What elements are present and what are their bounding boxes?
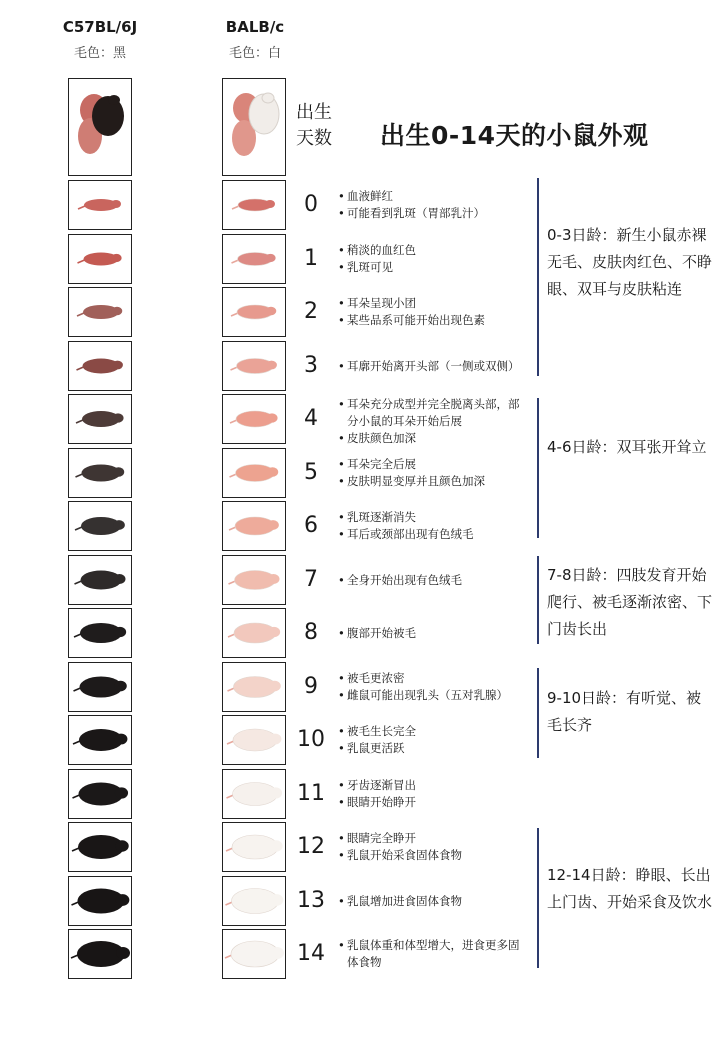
- mouse-photo-white: [222, 448, 286, 498]
- note-item: • 乳鼠体重和体型增大，进食更多固体食物: [338, 937, 528, 971]
- note-item: • 全身开始出现有色绒毛: [338, 572, 528, 589]
- day-number: 6: [304, 513, 318, 538]
- mouse-icon: [70, 289, 130, 335]
- divider-line: [537, 398, 539, 538]
- mouse-photo-white: [222, 822, 286, 872]
- mouse-icon: [224, 289, 284, 335]
- day-notes: [338, 358, 528, 375]
- mouse-icon: [70, 236, 130, 282]
- day-number: 7: [304, 567, 318, 592]
- note-item: • 乳斑可见: [338, 259, 528, 276]
- mouse-photo-white: [222, 234, 286, 284]
- day-notes: [338, 572, 528, 589]
- day-number: 12: [297, 834, 325, 859]
- mouse-photo-black: [68, 715, 132, 765]
- mouse-photo-white: [222, 608, 286, 658]
- mouse-icon: [224, 610, 284, 656]
- summary-0-3: 0-3日龄：新生小鼠赤裸无毛、皮肤肉红色、不睁眼、双耳与皮肤粘连: [547, 226, 713, 298]
- mouse-photo-black: [68, 394, 132, 444]
- mouse-icon: [70, 931, 130, 977]
- mouse-icon: [70, 450, 130, 496]
- note-item: • 眼睛开始睁开: [338, 794, 528, 811]
- note-item: • 乳斑逐渐消失: [338, 509, 528, 526]
- mouse-icon: [70, 396, 130, 442]
- mouse-photo-white: [222, 287, 286, 337]
- note-item: • 耳后或颈部出现有色绒毛: [338, 526, 528, 543]
- day-notes: [338, 670, 528, 704]
- mouse-photo-white: [222, 769, 286, 819]
- page-title: 出生0-14天的小鼠外观: [380, 121, 649, 150]
- note-item: • 耳朵完全后展: [338, 456, 528, 473]
- note-item: • 血液鲜红: [338, 188, 528, 205]
- note-item: • 耳廓开始离开头部（一侧或双侧）: [338, 358, 528, 375]
- day-notes: [338, 295, 528, 329]
- note-item: • 被毛生长完全: [338, 723, 528, 740]
- mouse-icon: [70, 182, 130, 228]
- mouse-icon: [70, 824, 130, 870]
- mouse-icon: [224, 236, 284, 282]
- mouse-icon: [224, 557, 284, 603]
- note-item: • 牙齿逐渐冒出: [338, 777, 528, 794]
- day-number: 8: [304, 620, 318, 645]
- note-item: • 皮肤颜色加深: [338, 430, 528, 447]
- mouse-photo-white: [222, 929, 286, 979]
- age-header-line1: 出生: [296, 102, 332, 123]
- mouse-photo-black: [68, 822, 132, 872]
- mouse-icon: [70, 503, 130, 549]
- summary-12-14: 12-14日龄：睁眼、长出上门齿、开始采食及饮水: [547, 866, 713, 911]
- mouse-photo-white: [222, 180, 286, 230]
- mouse-icon: [224, 878, 284, 924]
- strain-name-white: BALB/c: [225, 18, 285, 36]
- mouse-icon: [224, 396, 284, 442]
- day-notes: [338, 242, 528, 276]
- mouse-photo-white: [222, 876, 286, 926]
- mouse-photo-black: [68, 608, 132, 658]
- mouse-icon: [70, 557, 130, 603]
- mouse-icon: [70, 771, 130, 817]
- summary-9-10: 9-10日龄：有听觉、被毛长齐: [547, 689, 702, 734]
- day-notes: [338, 777, 528, 811]
- divider-line: [537, 828, 539, 968]
- note-item: • 乳鼠开始采食固体食物: [338, 847, 528, 864]
- day-notes: [338, 188, 528, 222]
- mouse-photo-black: [68, 501, 132, 551]
- day-number: 9: [304, 674, 318, 699]
- mouse-icon: [224, 771, 284, 817]
- day-notes: [338, 625, 528, 642]
- note-item: • 雌鼠可能出现乳头（五对乳腺）: [338, 687, 528, 704]
- age-header: [294, 100, 334, 152]
- mouse-photo-white: [222, 341, 286, 391]
- coat-color-black: 毛色：黑: [73, 46, 126, 61]
- day-number: 5: [304, 460, 318, 485]
- divider-line: [537, 178, 539, 376]
- note-item: • 可能看到乳斑（胃部乳汁）: [338, 205, 528, 222]
- mouse-photo-black: [68, 876, 132, 926]
- mouse-icon: [224, 664, 284, 710]
- day-number: 3: [304, 353, 318, 378]
- strain-name-black: C57BL/6J: [62, 18, 138, 36]
- note-item: • 稍淡的血红色: [338, 242, 528, 259]
- mouse-icon: [224, 503, 284, 549]
- mouse-icon: [224, 182, 284, 228]
- note-item: • 耳朵呈现小团: [338, 295, 528, 312]
- note-item: • 腹部开始被毛: [338, 625, 528, 642]
- mouse-icon: [70, 343, 130, 389]
- mouse-icon: [70, 664, 130, 710]
- day-notes: [338, 893, 528, 910]
- mouse-icon: [70, 717, 130, 763]
- note-item: • 耳朵充分成型并完全脱离头部，部分小鼠的耳朵开始后展: [338, 396, 528, 430]
- day-notes: [338, 723, 528, 757]
- mouse-icon: [224, 450, 284, 496]
- mouse-photo-white: [222, 501, 286, 551]
- summary-7-8: 7-8日龄：四肢发育开始爬行、被毛逐渐浓密、下门齿长出: [547, 566, 713, 638]
- mouse-photo-black: [68, 287, 132, 337]
- day-number: 1: [304, 246, 318, 271]
- day-notes: [338, 396, 528, 447]
- mouse-icon: [224, 343, 284, 389]
- note-item: • 某些品系可能开始出现色素: [338, 312, 528, 329]
- note-item: • 被毛更浓密: [338, 670, 528, 687]
- mouse-icon: [70, 610, 130, 656]
- litter-photo-black: [68, 78, 132, 176]
- mouse-photo-black: [68, 662, 132, 712]
- age-header-line2: 天数: [296, 128, 332, 149]
- day-number: 2: [304, 299, 318, 324]
- day-notes: [338, 830, 528, 864]
- note-item: • 眼睛完全睁开: [338, 830, 528, 847]
- mouse-photo-black: [68, 180, 132, 230]
- mouse-icon: [224, 931, 284, 977]
- divider-line: [537, 668, 539, 758]
- mouse-photo-white: [222, 555, 286, 605]
- mouse-icon: [224, 717, 284, 763]
- day-number: 0: [304, 192, 318, 217]
- mouse-photo-black: [68, 929, 132, 979]
- mouse-photo-white: [222, 715, 286, 765]
- mouse-photo-black: [68, 448, 132, 498]
- day-notes: [338, 509, 528, 543]
- summary-4-6: 4-6日龄：双耳张开耸立: [547, 438, 707, 456]
- mouse-icon: [224, 824, 284, 870]
- mouse-photo-black: [68, 555, 132, 605]
- mouse-photo-white: [222, 394, 286, 444]
- day-notes: [338, 937, 528, 971]
- mouse-photo-black: [68, 234, 132, 284]
- mouse-icon: [70, 878, 130, 924]
- day-notes: [338, 456, 528, 490]
- mouse-photo-white: [222, 662, 286, 712]
- note-item: • 乳鼠更活跃: [338, 740, 528, 757]
- note-item: • 皮肤明显变厚并且颜色加深: [338, 473, 528, 490]
- mouse-photo-black: [68, 341, 132, 391]
- litter-photo-white: [222, 78, 286, 176]
- note-item: • 乳鼠增加进食固体食物: [338, 893, 528, 910]
- mouse-photo-black: [68, 769, 132, 819]
- day-number: 11: [297, 781, 325, 806]
- day-number: 4: [304, 406, 318, 431]
- divider-line: [537, 556, 539, 644]
- day-number: 10: [297, 727, 325, 752]
- day-number: 13: [297, 888, 325, 913]
- day-number: 14: [297, 941, 325, 966]
- coat-color-white: 毛色：白: [228, 46, 281, 61]
